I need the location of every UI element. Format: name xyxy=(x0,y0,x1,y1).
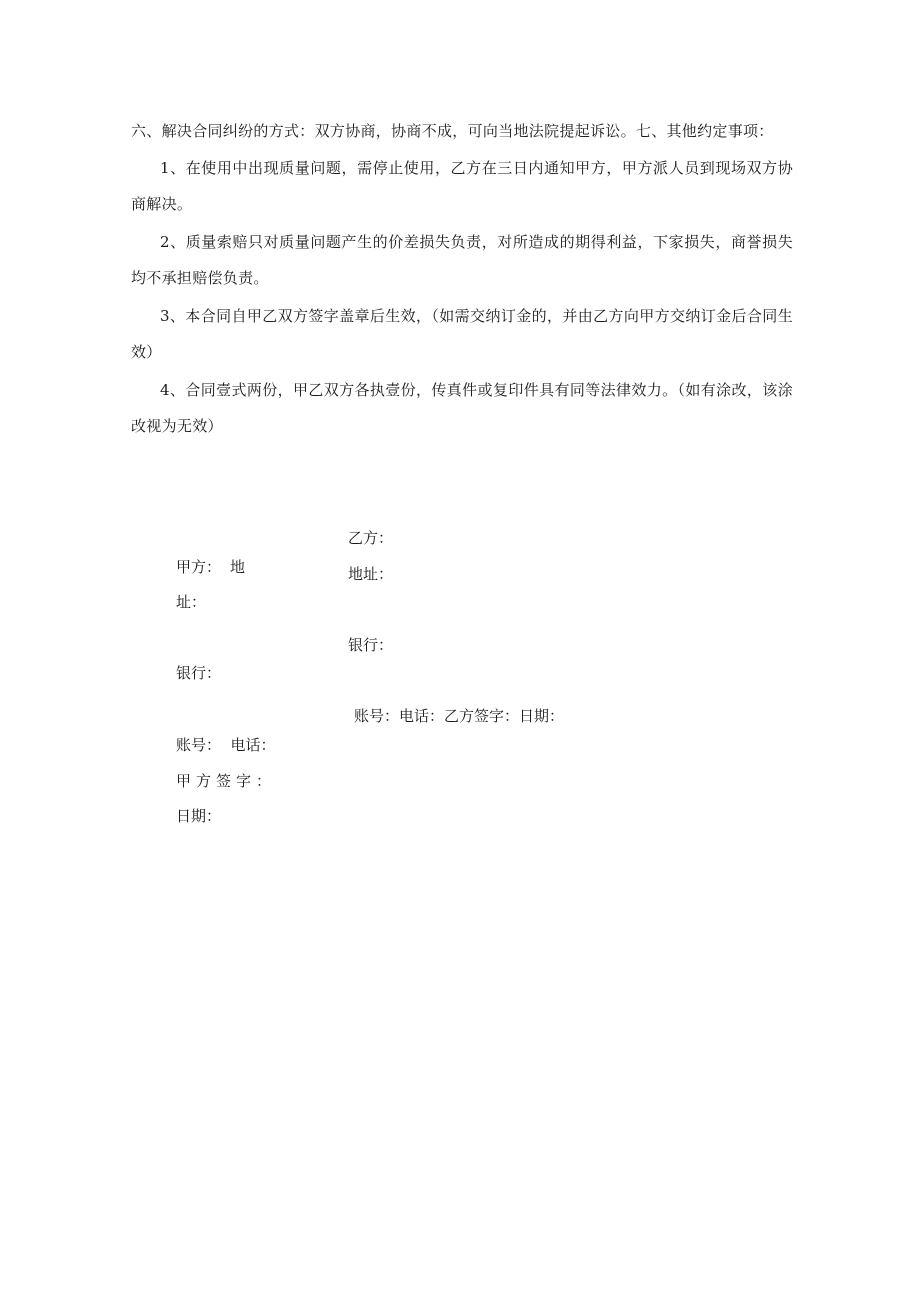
party-a-signature-label: 甲方签字： xyxy=(176,772,277,790)
other-terms-list xyxy=(131,150,793,444)
term-item-3: 3、本合同自甲乙双方签字盖章后生效，（如需交纳订金的，并由乙方向甲方交纳订金后合同生效） xyxy=(131,307,793,361)
term-item-2: 2、质量索赔只对质量问题产生的价差损失负责，对所造成的期得利益，下家损失，商誉损失均不承担赔偿负责。 xyxy=(131,233,793,287)
party-a-bank-label: 银行： xyxy=(176,664,222,682)
party-b-label: 乙方： xyxy=(348,529,394,547)
party-a-account-phone-label: 账号： 电话： xyxy=(176,736,276,754)
party-b-bank-label: 银行： xyxy=(348,636,394,654)
party-b-address-label: 地址： xyxy=(348,565,394,583)
party-b-account-signature-line: 账号：电话：乙方签字：日期： xyxy=(354,707,565,725)
term-item-1: 1、在使用中出现质量问题，需停止使用，乙方在三日内通知甲方，甲方派人员到现场双方协商解决。 xyxy=(131,159,793,213)
term-item-4: 4、合同壹式两份，甲乙双方各执壹份，传真件或复印件具有同等法律效力。（如有涂改，该涂改视为无效） xyxy=(131,381,793,435)
party-a-label: 甲方： xyxy=(176,558,222,576)
party-a-date-label: 日期： xyxy=(176,807,222,825)
dispute-resolution-clause: 六、解决合同纠纷的方式：双方协商，协商不成，可向当地法院提起诉讼。七、其他约定事项： xyxy=(131,122,774,140)
party-a-address-label-part1: 地 xyxy=(230,558,246,576)
party-a-address-label-part2: 址： xyxy=(176,593,207,611)
